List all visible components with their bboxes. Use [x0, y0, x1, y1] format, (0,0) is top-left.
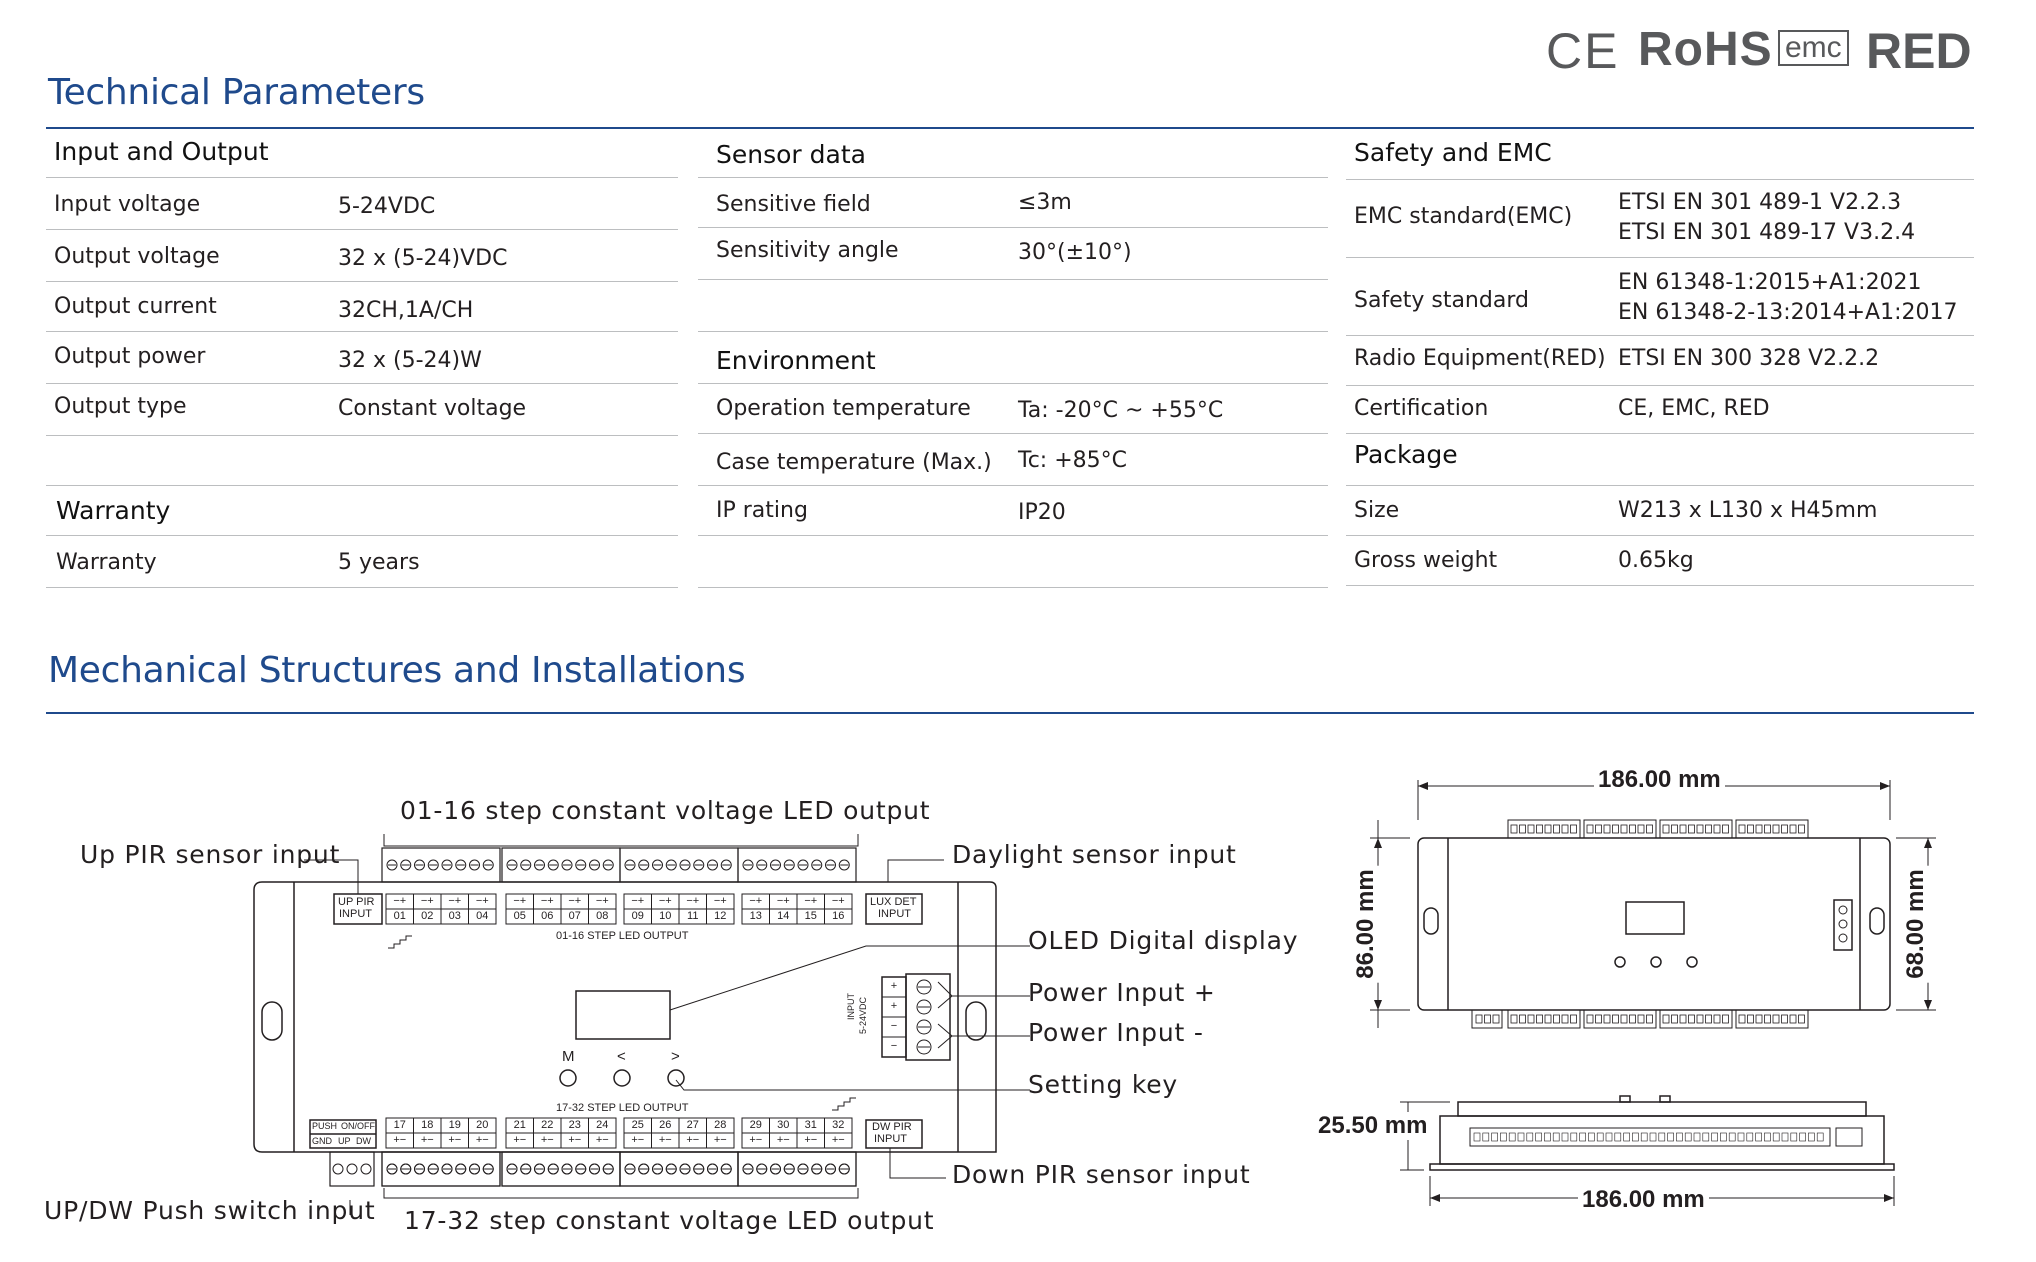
polarity-mark: +− — [749, 1134, 763, 1146]
polarity-mark: −+ — [831, 895, 845, 907]
row-label: IP rating — [716, 498, 808, 523]
technical-parameters-title: Technical Parameters — [48, 72, 425, 113]
bottom-terminal-block — [738, 1152, 856, 1186]
bottom-terminal-block — [502, 1152, 620, 1186]
top-terminal-block — [382, 848, 500, 882]
row-label: Warranty — [56, 550, 157, 575]
row-value: 32 x (5-24)W — [338, 348, 482, 373]
polarity-mark: −+ — [776, 895, 790, 907]
channel-number: 22 — [541, 1119, 554, 1131]
row-value: 32CH,1A/CH — [338, 298, 474, 323]
channel-number: 15 — [804, 910, 817, 922]
polarity-mark: −+ — [420, 895, 434, 907]
row-label: Safety standard — [1354, 288, 1529, 313]
row-value: W213 x L130 x H45mm — [1618, 498, 1878, 523]
channel-number: 19 — [448, 1119, 461, 1131]
channel-number: 11 — [687, 910, 699, 922]
polarity-mark: +− — [568, 1134, 582, 1146]
safety-heading: Safety and EMC — [1354, 138, 1552, 167]
polarity-mark: −+ — [595, 895, 609, 907]
callout-up-pir: Up PIR sensor input — [80, 840, 341, 869]
callout-top-output: 01-16 step constant voltage LED output — [400, 796, 931, 825]
channel-number: 17 — [393, 1119, 406, 1131]
bottom-terminal-block — [502, 1152, 620, 1186]
polarity-mark: +− — [595, 1134, 609, 1146]
polarity-mark: +− — [420, 1134, 434, 1146]
row-value: Constant voltage — [338, 396, 527, 421]
ce-mark: CE — [1546, 23, 1620, 79]
dim-top-width: 186.00 mm — [1594, 766, 1725, 794]
up-pir-label2: INPUT — [339, 908, 372, 920]
polarity-mark: +− — [831, 1134, 845, 1146]
bottom-terminal-block — [620, 1152, 738, 1186]
row-value: IP20 — [1018, 500, 1066, 525]
rohs-mark: RoHS — [1638, 23, 1773, 76]
row-value: Tc: +85°C — [1018, 448, 1127, 473]
bottom-terminal-block — [738, 1152, 856, 1186]
dim-right-height: 68.00 mm — [1902, 865, 1930, 982]
top-terminal-block — [738, 848, 856, 882]
row-label: Radio Equipment(RED) — [1354, 346, 1606, 371]
channel-number: 31 — [804, 1119, 817, 1131]
channel-number: 07 — [568, 910, 581, 922]
dw-pir-label: DW PIR — [872, 1121, 912, 1133]
bottom-terminal-block — [382, 1152, 500, 1186]
onoff-label: ON/OFF — [341, 1121, 375, 1131]
channel-number: 01 — [393, 910, 406, 922]
channel-number: 13 — [749, 910, 762, 922]
polarity-mark: +− — [804, 1134, 818, 1146]
emc-mark: emc — [1778, 30, 1849, 66]
polarity-mark: −+ — [448, 895, 462, 907]
channel-number: 08 — [596, 910, 609, 922]
sensor-heading: Sensor data — [716, 140, 866, 169]
channel-number: 24 — [596, 1119, 609, 1131]
polarity-mark: +− — [658, 1134, 672, 1146]
callout-power-plus: Power Input + — [1028, 978, 1216, 1007]
dim-left-height: 86.00 mm — [1352, 865, 1380, 982]
package-heading: Package — [1354, 440, 1458, 469]
outline-terminal-strip — [1584, 1010, 1656, 1028]
bottom-step-caption: 17-32 STEP LED OUTPUT — [556, 1102, 689, 1114]
channel-number: 26 — [659, 1119, 672, 1131]
channel-number: 20 — [476, 1119, 489, 1131]
polarity-mark: −+ — [686, 895, 700, 907]
power-terminal-mark: + — [890, 980, 898, 992]
polarity-mark: +− — [776, 1134, 790, 1146]
outline-terminal-strip — [1508, 820, 1580, 838]
row-value-line2: EN 61348-2-13:2014+A1:2017 — [1618, 300, 1958, 325]
channel-number: 05 — [513, 910, 526, 922]
polarity-mark: −+ — [513, 895, 527, 907]
input-side-label: INPUT — [846, 993, 856, 1020]
dw-label: DW — [356, 1136, 371, 1146]
dim-side-height: 25.50 mm — [1314, 1112, 1431, 1140]
outline-terminal-strip — [1584, 820, 1656, 838]
channel-number: 16 — [832, 910, 845, 922]
row-label: Output power — [54, 344, 206, 369]
lux-label2: INPUT — [878, 908, 911, 920]
up-pir-label: UP PIR — [338, 896, 375, 908]
callout-power-minus: Power Input - — [1028, 1018, 1204, 1047]
input-output-heading: Input and Output — [54, 137, 269, 166]
outline-terminal-strip — [1736, 1010, 1808, 1028]
row-label: Size — [1354, 498, 1400, 523]
environment-heading: Environment — [716, 346, 876, 375]
row-value: 32 x (5-24)VDC — [338, 246, 508, 271]
input-side-label2: 5-24VDC — [858, 996, 868, 1034]
row-label: Output type — [54, 394, 187, 419]
channel-number: 30 — [777, 1119, 790, 1131]
row-value-line2: ETSI EN 301 489-17 V3.2.4 — [1618, 220, 1916, 245]
key-m-label: M — [562, 1048, 575, 1065]
channel-number: 32 — [832, 1119, 845, 1131]
row-value: 5-24VDC — [338, 194, 436, 219]
outline-terminal-strip — [1660, 1010, 1732, 1028]
polarity-mark: +− — [540, 1134, 554, 1146]
top-terminal-block — [620, 848, 738, 882]
channel-number: 21 — [513, 1119, 526, 1131]
polarity-mark: −+ — [658, 895, 672, 907]
callout-daylight: Daylight sensor input — [952, 840, 1237, 869]
key-left-label: < — [617, 1048, 626, 1065]
channel-number: 27 — [686, 1119, 699, 1131]
oled-display — [576, 991, 670, 1039]
callout-setting-key: Setting key — [1028, 1070, 1179, 1099]
channel-number: 06 — [541, 910, 554, 922]
channel-number: 09 — [631, 910, 644, 922]
lux-label: LUX DET — [870, 896, 917, 908]
row-label: Gross weight — [1354, 548, 1498, 573]
channel-number: 25 — [631, 1119, 644, 1131]
outline-terminal-strip — [1508, 1010, 1580, 1028]
row-label: EMC standard(EMC) — [1354, 204, 1573, 229]
row-value: ETSI EN 300 328 V2.2.2 — [1618, 346, 1880, 371]
polarity-mark: −+ — [393, 895, 407, 907]
row-label: Operation temperature — [716, 396, 971, 421]
channel-number: 04 — [476, 910, 489, 922]
row-label: Case temperature (Max.) — [716, 450, 992, 475]
polarity-mark: +− — [448, 1134, 462, 1146]
bottom-terminal-block — [620, 1152, 738, 1186]
channel-number: 12 — [714, 910, 727, 922]
polarity-mark: −+ — [804, 895, 818, 907]
top-terminal-block — [502, 848, 620, 882]
dw-pir-label2: INPUT — [874, 1133, 907, 1145]
callout-oled: OLED Digital display — [1028, 926, 1299, 955]
bottom-terminal-block — [382, 1152, 500, 1186]
polarity-mark: +− — [713, 1134, 727, 1146]
row-value: 30°(±10°) — [1018, 240, 1132, 265]
polarity-mark: +− — [393, 1134, 407, 1146]
power-terminal-mark: − — [890, 1020, 898, 1032]
outline-terminal-strip — [1736, 820, 1808, 838]
callout-push-switch: UP/DW Push switch input — [44, 1196, 376, 1225]
row-value: 5 years — [338, 550, 420, 575]
key-right-label: > — [671, 1048, 680, 1065]
channel-number: 02 — [421, 910, 434, 922]
outline-side-view — [1458, 1102, 1866, 1116]
gnd-label: GND — [312, 1136, 332, 1146]
red-mark: RED — [1866, 23, 1972, 79]
push-label: PUSH — [312, 1121, 338, 1131]
row-value: Ta: -20°C ~ +55°C — [1018, 398, 1224, 423]
polarity-mark: −+ — [540, 895, 554, 907]
row-label: Output voltage — [54, 244, 220, 269]
polarity-mark: +− — [513, 1134, 527, 1146]
polarity-mark: +− — [475, 1134, 489, 1146]
polarity-mark: +− — [631, 1134, 645, 1146]
row-value: EN 61348-1:2015+A1:2021 — [1618, 270, 1922, 295]
row-label: Sensitive field — [716, 192, 871, 217]
channel-number: 28 — [714, 1119, 727, 1131]
power-terminal-mark: + — [890, 1000, 898, 1012]
power-terminal-mark: − — [890, 1040, 898, 1052]
row-value: ≤3m — [1018, 190, 1072, 215]
row-label: Output current — [54, 294, 217, 319]
callout-down-pir: Down PIR sensor input — [952, 1160, 1251, 1189]
polarity-mark: −+ — [713, 895, 727, 907]
polarity-mark: −+ — [475, 895, 489, 907]
polarity-mark: −+ — [568, 895, 582, 907]
mechanical-title: Mechanical Structures and Installations — [48, 650, 746, 691]
row-value: 0.65kg — [1618, 548, 1694, 573]
up-label: UP — [338, 1136, 351, 1146]
polarity-mark: −+ — [749, 895, 763, 907]
outline-top-view — [1418, 838, 1890, 1010]
row-value: ETSI EN 301 489-1 V2.2.3 — [1618, 190, 1902, 215]
channel-number: 18 — [421, 1119, 434, 1131]
row-label: Sensitivity angle — [716, 238, 899, 263]
channel-number: 23 — [568, 1119, 581, 1131]
warranty-heading: Warranty — [56, 496, 171, 525]
row-label: Input voltage — [54, 192, 201, 217]
row-value: CE, EMC, RED — [1618, 396, 1770, 421]
push-terminal-block — [330, 1152, 374, 1186]
channel-number: 03 — [448, 910, 461, 922]
channel-number: 14 — [777, 910, 790, 922]
channel-number: 10 — [659, 910, 672, 922]
outline-push-strip — [1472, 1010, 1502, 1028]
row-label: Certification — [1354, 396, 1489, 421]
polarity-mark: −+ — [631, 895, 645, 907]
polarity-mark: +− — [686, 1134, 700, 1146]
channel-number: 29 — [749, 1119, 762, 1131]
outline-terminal-strip — [1660, 820, 1732, 838]
dim-side-width: 186.00 mm — [1578, 1186, 1709, 1214]
top-step-caption: 01-16 STEP LED OUTPUT — [556, 930, 689, 942]
callout-bottom-output: 17-32 step constant voltage LED output — [404, 1206, 935, 1235]
